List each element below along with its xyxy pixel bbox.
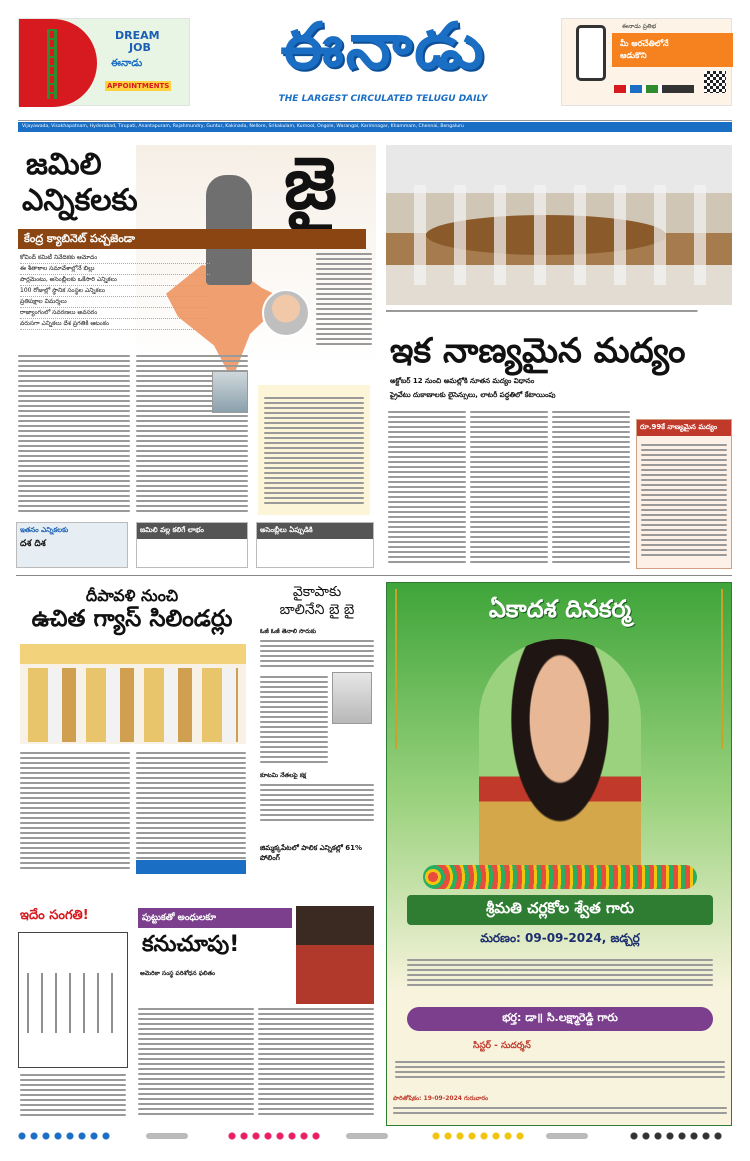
box-row bbox=[16, 522, 376, 570]
headline-jamili: జమిలి bbox=[26, 147, 102, 182]
obituary-family-lines bbox=[395, 1061, 725, 1087]
ladder-icon bbox=[47, 29, 57, 99]
masthead bbox=[18, 10, 732, 114]
color-dots bbox=[628, 1131, 724, 1141]
box-title: జమిలి వల్ల కలిగే లాభం bbox=[137, 523, 247, 539]
pullquote-lines bbox=[264, 397, 364, 507]
obituary-death: మరణం: 09-09-2024, జడ్చర్ల bbox=[480, 931, 640, 945]
gas-footer-box bbox=[136, 860, 246, 874]
obituary-footer-lines bbox=[393, 1107, 727, 1121]
box-sub: దశ దిశ bbox=[20, 539, 46, 549]
bullet-item: రాజ్యాంగంలో సవరణలు అవసరం bbox=[20, 308, 210, 319]
color-dots bbox=[430, 1131, 526, 1141]
date-line bbox=[18, 113, 732, 121]
masthead-tagline: THE LARGEST CIRCULATED TELUGU DAILY bbox=[278, 94, 488, 104]
liquor-side-lines bbox=[641, 444, 727, 564]
liquor-col-3 bbox=[552, 411, 630, 567]
obituary-title: ఏకాదశ దినకర్మ bbox=[488, 595, 632, 623]
vision-col-2 bbox=[258, 1008, 374, 1120]
balineni-sub: ఓజీ ఓజీ తెనాలి సొరుకు bbox=[260, 628, 317, 635]
balineni-headline-1: వైకాపాకు bbox=[292, 584, 342, 600]
gas-headline-2: ఉచిత గ్యాస్ సిలిండర్లు bbox=[31, 606, 233, 632]
obituary-name: శ్రీమతి చర్లకోల శ్వేత గారు bbox=[407, 895, 713, 925]
appointments-text: APPOINTMENTS bbox=[107, 82, 170, 90]
pratibha-line3: ఆడుకొని bbox=[620, 51, 647, 60]
cartoon-section[interactable] bbox=[16, 904, 130, 1124]
vision-photo bbox=[296, 906, 374, 1004]
pratibha-ad[interactable] bbox=[561, 18, 732, 106]
color-dots bbox=[546, 1133, 588, 1139]
registration-marks bbox=[16, 1131, 732, 1143]
balineni-lines bbox=[260, 640, 374, 670]
color-dots bbox=[16, 1131, 112, 1141]
vision-sub: అమెరికా సంస్థ పరిశోధన ఫలితం bbox=[140, 970, 216, 977]
reporter-photo bbox=[212, 371, 248, 413]
editions-bar bbox=[18, 122, 732, 132]
cartoon-caption bbox=[20, 1074, 126, 1120]
photo-caption bbox=[386, 310, 732, 312]
phone-icon bbox=[576, 25, 606, 81]
bullet-item: పార్లమెంటు, అసెంబ్లీలకు ఒకేసారి ఎన్నికలు bbox=[20, 275, 210, 286]
story-balineni[interactable] bbox=[258, 582, 376, 882]
bullet-item: ప్రతిపక్షాల విమర్శలు bbox=[20, 297, 210, 308]
color-dots bbox=[146, 1133, 188, 1139]
gas-body-1 bbox=[20, 752, 130, 872]
box-title: అసెంబ్లీలు ఏప్పుడికి bbox=[257, 523, 373, 539]
pratibha-line2: మీ అరచేతిలోనే bbox=[620, 39, 669, 48]
liquor-sub2: ప్రైవేటు దుకాణాలకు లైసెన్సులు, లాటరీ పద్ధతిలో కేటాయింపు bbox=[390, 391, 556, 399]
cartoon-title: ఇదేం సంగతి! bbox=[20, 908, 89, 923]
pratibha-label: ఈనాడు ప్రతిభ bbox=[622, 23, 657, 30]
liquor-sidebox bbox=[636, 419, 732, 569]
editions-text: Vijayawada, Visakhapatnam, Hyderabad, Tirupati, Anantapuram, Rajahmundry, Guntur, Kakinada, Nellore, Srikakulam, Kurnool, Ongole, Warangal, Karimnagar, Khammam, Chennai, Bengaluru bbox=[22, 124, 464, 129]
box-assemblies[interactable] bbox=[256, 522, 374, 568]
gas-photo-people bbox=[28, 668, 238, 742]
portrait-photo bbox=[479, 639, 641, 889]
bullet-item: వరుసగా ఎన్నికలు దేశ ప్రగతికి ఆటంకం bbox=[20, 319, 210, 330]
liquor-sub1: అక్టోబర్ 12 నుంచి అమల్లోకి నూతన మద్యం విధానం bbox=[390, 377, 535, 385]
meeting-photo bbox=[386, 145, 732, 305]
obituary-husband: భర్త: డా॥ సి.లక్ష్మారెడ్డి గారు bbox=[407, 1007, 713, 1031]
red-circle-logo bbox=[19, 19, 97, 107]
store-badges bbox=[614, 85, 694, 93]
color-dots bbox=[346, 1133, 388, 1139]
qr-code-icon bbox=[704, 71, 726, 93]
flower-garland bbox=[423, 865, 697, 889]
dream-text: DREAM bbox=[115, 29, 160, 42]
balineni-photo bbox=[332, 672, 372, 724]
balineni-side-2: జిమ్మక్కపేటలో పాలిక ఎన్నికల్లో 61% పోలింగ్ bbox=[260, 844, 362, 862]
story-jamili[interactable] bbox=[16, 141, 376, 520]
photo-people bbox=[396, 185, 722, 285]
box-title: ఇతనం ఎన్నికలకు bbox=[20, 526, 69, 534]
modi-photo bbox=[262, 289, 310, 337]
section-divider bbox=[16, 575, 732, 576]
bullet-item: కోవింద్ కమిటీ నివేదికకు ఆమోదం bbox=[20, 253, 210, 264]
box-jamili-gain[interactable] bbox=[136, 522, 248, 568]
bullet-item: 100 రోజుల్లో స్థానిక సంస్థల ఎన్నికలు bbox=[20, 286, 210, 297]
headline-elections: ఎన్నికలకు bbox=[22, 183, 138, 218]
gas-photo bbox=[20, 644, 246, 744]
gas-headline-1: దీపావళి నుంచి bbox=[85, 586, 179, 605]
gas-body-2 bbox=[136, 752, 246, 872]
balineni-side-lines bbox=[260, 784, 374, 824]
job-text: JOB bbox=[129, 41, 151, 54]
obituary-message bbox=[407, 959, 713, 997]
headline-jai: జై bbox=[284, 141, 337, 225]
balineni-side-1: కూటమి నేతలపై కక్ష bbox=[260, 772, 306, 779]
cartoon-figures bbox=[27, 973, 121, 1033]
side-notes bbox=[316, 253, 372, 353]
balineni-headline-2: బాలినేని బై బై bbox=[279, 602, 355, 618]
obituary-ad[interactable] bbox=[386, 582, 732, 1126]
story-vision[interactable] bbox=[136, 904, 376, 1124]
masthead-title: ఈనాడు bbox=[280, 10, 486, 84]
obituary-footer: పారితోషికం: 19-09-2024 గురువారం bbox=[393, 1095, 489, 1102]
story-gas[interactable] bbox=[16, 582, 248, 882]
vision-col-1 bbox=[138, 1008, 254, 1120]
bullet-item: ఈ శీతాకాల సమావేశాల్లోనే బిల్లు bbox=[20, 264, 210, 275]
liquor-col-2 bbox=[470, 411, 548, 567]
cartoon-drawing bbox=[18, 932, 128, 1068]
story-liquor[interactable] bbox=[386, 145, 732, 570]
vision-tag: పుట్టుకతో అంధులకూ bbox=[138, 908, 292, 928]
vision-headline: కనుచూపు! bbox=[142, 932, 240, 957]
box-election-direction[interactable] bbox=[16, 522, 128, 568]
headline-liquor: ఇక నాణ్యమైన మద్యం bbox=[390, 331, 686, 371]
liquor-side-title: రూ.99కే నాణ్యమైన మద్యం bbox=[637, 420, 731, 436]
body-col-1 bbox=[18, 355, 130, 515]
cabinet-subhead: కేంద్ర క్యాబినెట్ పచ్చజెండా bbox=[18, 229, 366, 249]
dream-job-ad[interactable] bbox=[18, 18, 190, 106]
color-dots bbox=[226, 1131, 322, 1141]
balineni-body bbox=[260, 676, 328, 766]
obituary-family: సిస్టర్ - సుదర్శన్ bbox=[473, 1041, 531, 1051]
liquor-col-1 bbox=[388, 411, 466, 567]
eenadu-mini-text: ఈనాడు bbox=[111, 58, 143, 69]
bullet-list bbox=[20, 253, 210, 330]
